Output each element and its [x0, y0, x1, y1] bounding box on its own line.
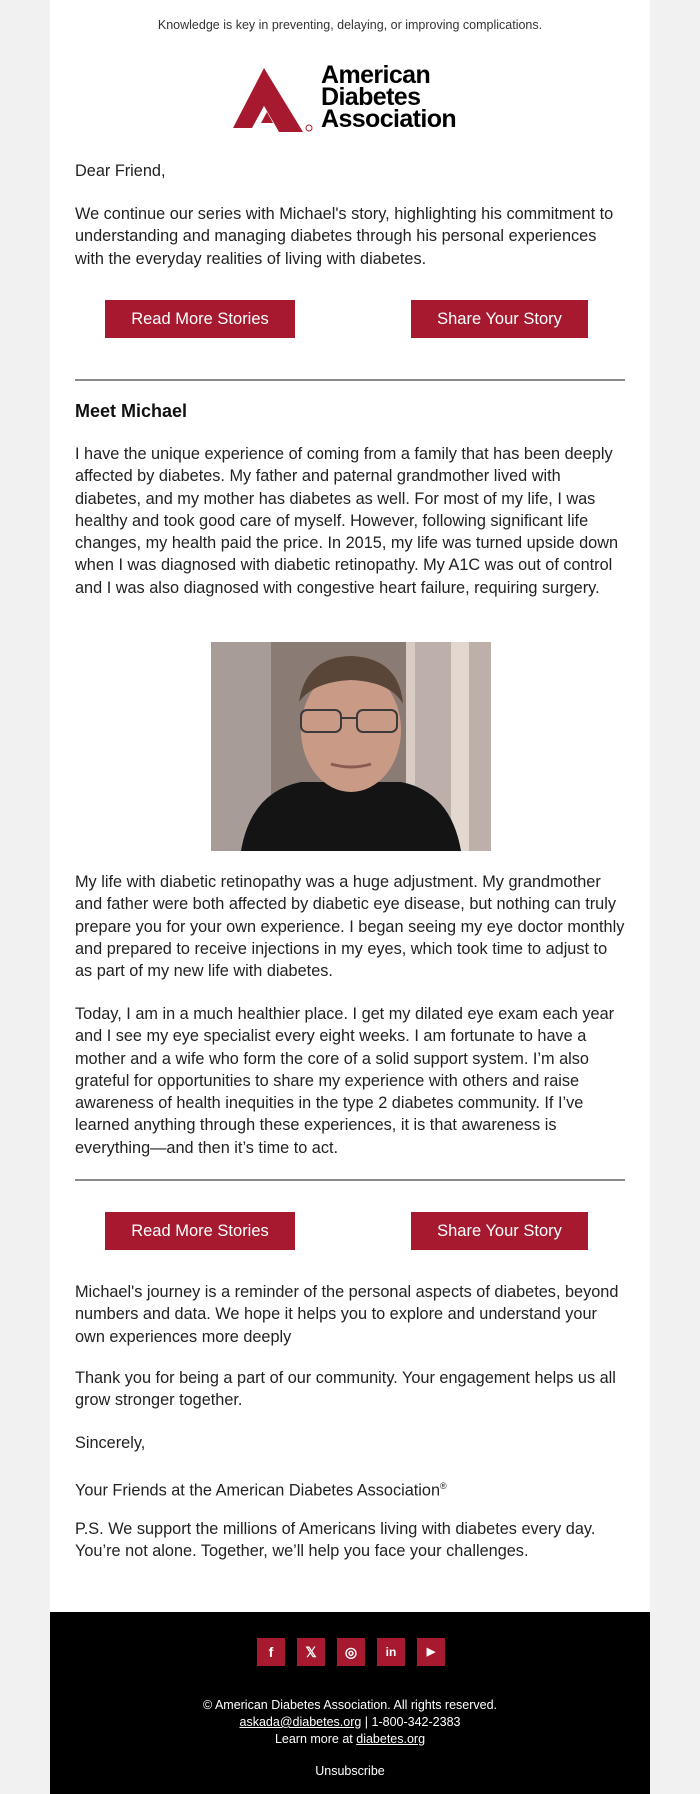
intro-paragraph: We continue our series with Michael's story, highlighting his commitment to understanding and managing diabetes through his personal experiences with the everyday realities of living with diabetes. — [75, 205, 614, 268]
preheader-text: Knowledge is key in preventing, delaying, or improving complications. — [157, 18, 543, 32]
divider — [75, 1179, 625, 1181]
michael-photo — [211, 642, 491, 851]
story-paragraph-2: My life with diabetic retinopathy was a huge adjustment. My grandmother and father were both affected by diabetic eye disease, but nothing can truly prepare you for your own experience. I began seeing my eye doctor monthly and prepared to receive injections in my eyes, which took time to adjust to as part of my new life with diabetes. — [75, 873, 625, 981]
divider — [75, 379, 625, 381]
registered-mark: ® — [440, 1481, 447, 1491]
contact-line — [50, 1715, 650, 1729]
x-twitter-icon[interactable]: 𝕏 — [297, 1638, 325, 1666]
instagram-icon[interactable]: ◎ — [337, 1638, 365, 1666]
learn-more-line — [50, 1732, 650, 1746]
story-paragraph-1: I have the unique experience of coming from a family that has been deeply affected by diabetes. My father and paternal grandmother lived with diabetes, and my mother has diabetes as well. For most of my life, I was healthy and took good care of myself. However, following significant life changes, my health paid the price. In 2015, my life was turned upside down when I was diagnosed with diabetic retinopathy. My A1C was out of control and I was also diagnosed with congestive heart failure, requiring surgery. — [75, 445, 619, 597]
closing-paragraph-1: Michael's journey is a reminder of the personal aspects of diabetes, beyond numbers and data. We hope it helps you to explore and understand your own experiences more deeply — [75, 1283, 619, 1346]
closing-paragraph-2: Thank you for being a part of our community. Your engagement helps us all grow stronger together. — [75, 1369, 616, 1410]
story-paragraph-3: Today, I am in a much healthier place. I get my dilated eye exam each year and I see my eye specialist every eight weeks. I am fortunate to have a mother and a wife who form the core of a solid support system. I’m also grateful for opportunities to share my experience with others and raise awareness of health inequities in the type 2 diabetes community. If I’ve learned anything through these experiences, it is that awareness is everything—and then it’s time to act. — [75, 1005, 615, 1157]
email-body — [50, 0, 650, 1612]
share-your-story-button[interactable]: Share Your Story — [411, 1212, 588, 1250]
ada-logo[interactable] — [233, 61, 473, 136]
share-your-story-button[interactable]: Share Your Story — [411, 300, 588, 338]
read-more-stories-button[interactable]: Read More Stories — [105, 300, 295, 338]
story-heading: Meet Michael — [75, 401, 188, 421]
sincerely: Sincerely, — [75, 1434, 146, 1452]
logo-wordmark — [321, 61, 457, 133]
copyright: © American Diabetes Association. All rights reserved. — [202, 1698, 498, 1712]
read-more-stories-button[interactable]: Read More Stories — [105, 1212, 295, 1250]
logo-line-1: American — [321, 61, 431, 89]
signature — [75, 1475, 627, 1502]
ada-triangle-logo-icon — [233, 68, 319, 134]
signature-text: Your Friends at the American Diabetes Association — [75, 1481, 441, 1500]
facebook-icon[interactable]: f — [257, 1638, 285, 1666]
learn-more-prefix: Learn more at — [274, 1732, 353, 1746]
footer — [50, 1612, 650, 1794]
logo-line-2: Diabetes — [321, 83, 421, 111]
unsubscribe-link[interactable]: Unsubscribe — [315, 1764, 385, 1778]
phone-number: | 1-800-342-2383 — [364, 1715, 461, 1729]
youtube-icon[interactable]: ▶ — [417, 1638, 445, 1666]
logo-line-3: Association — [321, 105, 457, 133]
website-link[interactable]: diabetes.org — [356, 1732, 426, 1746]
greeting: Dear Friend, — [75, 162, 166, 180]
email-link[interactable]: askada@diabetes.org — [239, 1715, 362, 1729]
portrait-illustration — [211, 642, 491, 851]
ps-paragraph: P.S. We support the millions of Americans living with diabetes every day. You’re not alone. Together, we’ll help you face your challenges. — [75, 1520, 596, 1561]
linkedin-icon[interactable]: in — [377, 1638, 405, 1666]
